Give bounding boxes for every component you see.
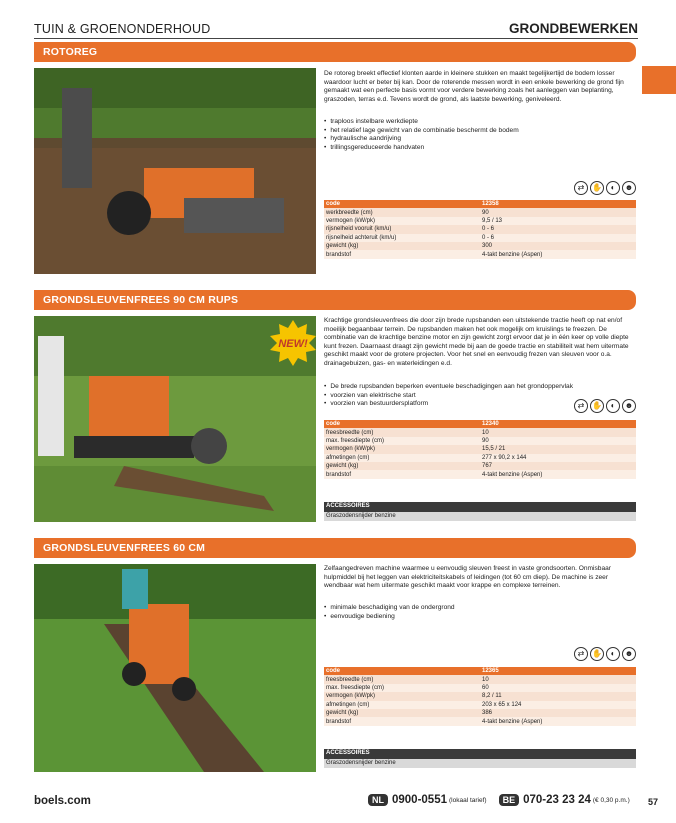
spec-label: gewicht (kg)	[324, 242, 480, 250]
spec-value: 60	[480, 684, 636, 692]
spec-value: 277 x 90,2 x 144	[480, 454, 636, 462]
usage-icons	[574, 181, 636, 195]
glove-icon: ✋	[590, 647, 604, 661]
be-rate-note: (€ 0,30 p.m.)	[592, 796, 630, 804]
product-description: Zelfaangedreven machine waarmee u eenvoudig sleuven freest in vaste grondsoorten. Onmisbaar hulpmiddel bij het leggen van elektriciteitskabels of leidingen (tot 60 cm diep). De machine is zeer wendbaar wat hem uitermate geschikt maakt voor krappe en complexe terreinen.	[324, 565, 611, 590]
spec-label: brandstof	[324, 250, 480, 258]
list-item: • voorzien van elektrische start	[324, 392, 638, 401]
product-title-bar: ROTOREG	[34, 42, 636, 62]
footer-website-link[interactable]: boels.com	[34, 795, 91, 807]
nl-phone: 0900-0551	[392, 794, 447, 806]
spec-label: gewicht (kg)	[324, 462, 480, 470]
new-badge	[270, 320, 316, 366]
be-badge: BE	[499, 794, 520, 806]
accessories-block	[324, 749, 636, 768]
spec-label: max. freesdiepte (cm)	[324, 684, 480, 692]
spec-value: 90	[480, 437, 636, 445]
header-category: TUIN & GROENONDERHOUD	[34, 22, 211, 36]
spec-value: 10	[480, 675, 636, 683]
spec-label: rijsnelheid vooruit (km/u)	[324, 225, 480, 233]
code-label: code	[324, 420, 480, 428]
product-photo	[34, 68, 316, 274]
ear-protection-icon: ◐	[606, 399, 620, 413]
spec-value: 90	[480, 208, 636, 216]
footer-contact	[368, 794, 630, 806]
spec-label: werkbreedte (cm)	[324, 208, 480, 216]
spec-table	[324, 667, 636, 726]
spec-value: 0 - 6	[480, 234, 636, 242]
header-section: GRONDBEWERKEN	[508, 21, 638, 36]
spec-value: 9,5 / 13	[480, 217, 636, 225]
spec-label: vermogen (kW/pk)	[324, 445, 480, 453]
spec-label: brandstof	[324, 717, 480, 725]
code-value: 12340	[480, 420, 636, 428]
list-item: • eenvoudige bediening	[324, 613, 638, 622]
list-item: • trillingsgereduceerde handvaten	[324, 144, 638, 153]
spec-table	[324, 200, 636, 259]
spec-label: vermogen (kW/pk)	[324, 217, 480, 225]
spec-value: 4-takt benzine (Aspen)	[480, 250, 636, 258]
road-icon: ⇄	[574, 647, 588, 661]
product-title-bar: GRONDSLEUVENFREES 90 CM RUPS	[34, 290, 636, 310]
new-badge-label: NEW!	[278, 338, 308, 350]
accessories-heading: ACCESSOIRES	[324, 502, 636, 512]
code-value: 12358	[480, 200, 636, 208]
product-description: De rotoreg breekt effectief klonten aarde in kleinere stukken en maakt tegelijkertijd de bodem losser waardoor lucht er beter bij kan. Door de roterende messen wordt in een enkele bewerking de grond fijn gemaakt wat een perfecte basis vormt voor verdere bewerking zoals het aanleggen van beplanting, graszoden, terras e.d. Tevens wordt de grond, als laatste bewerking, geniveleerd.	[324, 70, 624, 103]
feature-list	[324, 604, 638, 621]
spec-value: 4-takt benzine (Aspen)	[480, 470, 636, 478]
list-item: • het relatief lage gewicht van de combinatie beschermt de bodem	[324, 127, 638, 136]
glove-icon: ✋	[590, 399, 604, 413]
spec-label: afmetingen (cm)	[324, 701, 480, 709]
accessories-heading: ACCESSOIRES	[324, 749, 636, 759]
road-icon: ⇄	[574, 181, 588, 195]
safety-icon: ☻	[622, 181, 636, 195]
list-item: • traploos instelbare werkdiepte	[324, 118, 638, 127]
usage-icons	[574, 647, 636, 661]
be-phone: 070-23 23 24	[523, 794, 591, 806]
product-title-bar: GRONDSLEUVENFREES 60 CM	[34, 538, 636, 558]
spec-value: 8,2 / 11	[480, 692, 636, 700]
spec-label: rijsnelheid achteruit (km/u)	[324, 234, 480, 242]
spec-value: 10	[480, 428, 636, 436]
usage-icons	[574, 399, 636, 413]
spec-label: max. freesdiepte (cm)	[324, 437, 480, 445]
accessories-block	[324, 502, 636, 521]
list-item: • hydraulische aandrijving	[324, 135, 638, 144]
page-number: 57	[647, 797, 658, 807]
spec-label: freesbreedte (cm)	[324, 428, 480, 436]
nl-rate-note: (lokaal tarief)	[449, 796, 487, 804]
code-label: code	[324, 667, 480, 675]
spec-value: 15,5 / 21	[480, 445, 636, 453]
side-tab	[642, 66, 676, 94]
nl-badge: NL	[368, 794, 388, 806]
ear-protection-icon: ◐	[606, 181, 620, 195]
list-item: • minimale beschadiging van de ondergrond	[324, 604, 638, 613]
spec-label: freesbreedte (cm)	[324, 675, 480, 683]
road-icon: ⇄	[574, 399, 588, 413]
accessory-item[interactable]: Graszodensnijder benzine	[324, 759, 636, 768]
safety-icon: ☻	[622, 647, 636, 661]
spec-table	[324, 420, 636, 479]
glove-icon: ✋	[590, 181, 604, 195]
spec-value: 386	[480, 709, 636, 717]
product-photo	[34, 564, 316, 772]
safety-icon: ☻	[622, 399, 636, 413]
header-divider	[34, 38, 638, 39]
feature-list	[324, 118, 638, 152]
accessory-item[interactable]: Graszodensnijder benzine	[324, 512, 636, 521]
list-item: • voorzien van bestuurdersplatform	[324, 400, 638, 409]
code-label: code	[324, 200, 480, 208]
spec-value: 0 - 6	[480, 225, 636, 233]
spec-value: 203 x 65 x 124	[480, 701, 636, 709]
spec-value: 767	[480, 462, 636, 470]
spec-label: vermogen (kW/pk)	[324, 692, 480, 700]
product-description: Krachtige grondsleuvenfrees die door zijn brede rupsbanden een uitstekende tractie heeft op nat en/of moeilijk begaanbaar terrein. De rupsbanden maken het ook mogelijk om kruislings te freezen. De combinatie van de krachtige benzine motor en zijn gewicht zorgt ervoor dat je in één keer op volle diepte kunt frezen. Daarnaast draagt zijn gewicht mede bij aan de goede tractie en stabiliteit wat hem uitermate geschikt maakt voor de grotere projecten. Voor het snel en eenvoudig frezen van sleuven voor o.a. drainagebuizen, gas- en waterleidingen e.d.	[324, 317, 629, 367]
code-value: 12365	[480, 667, 636, 675]
spec-value: 300	[480, 242, 636, 250]
spec-label: afmetingen (cm)	[324, 454, 480, 462]
spec-label: gewicht (kg)	[324, 709, 480, 717]
ear-protection-icon: ◐	[606, 647, 620, 661]
spec-value: 4-takt benzine (Aspen)	[480, 717, 636, 725]
list-item: • De brede rupsbanden beperken eventuele beschadigingen aan het grondoppervlak	[324, 383, 638, 392]
spec-label: brandstof	[324, 470, 480, 478]
